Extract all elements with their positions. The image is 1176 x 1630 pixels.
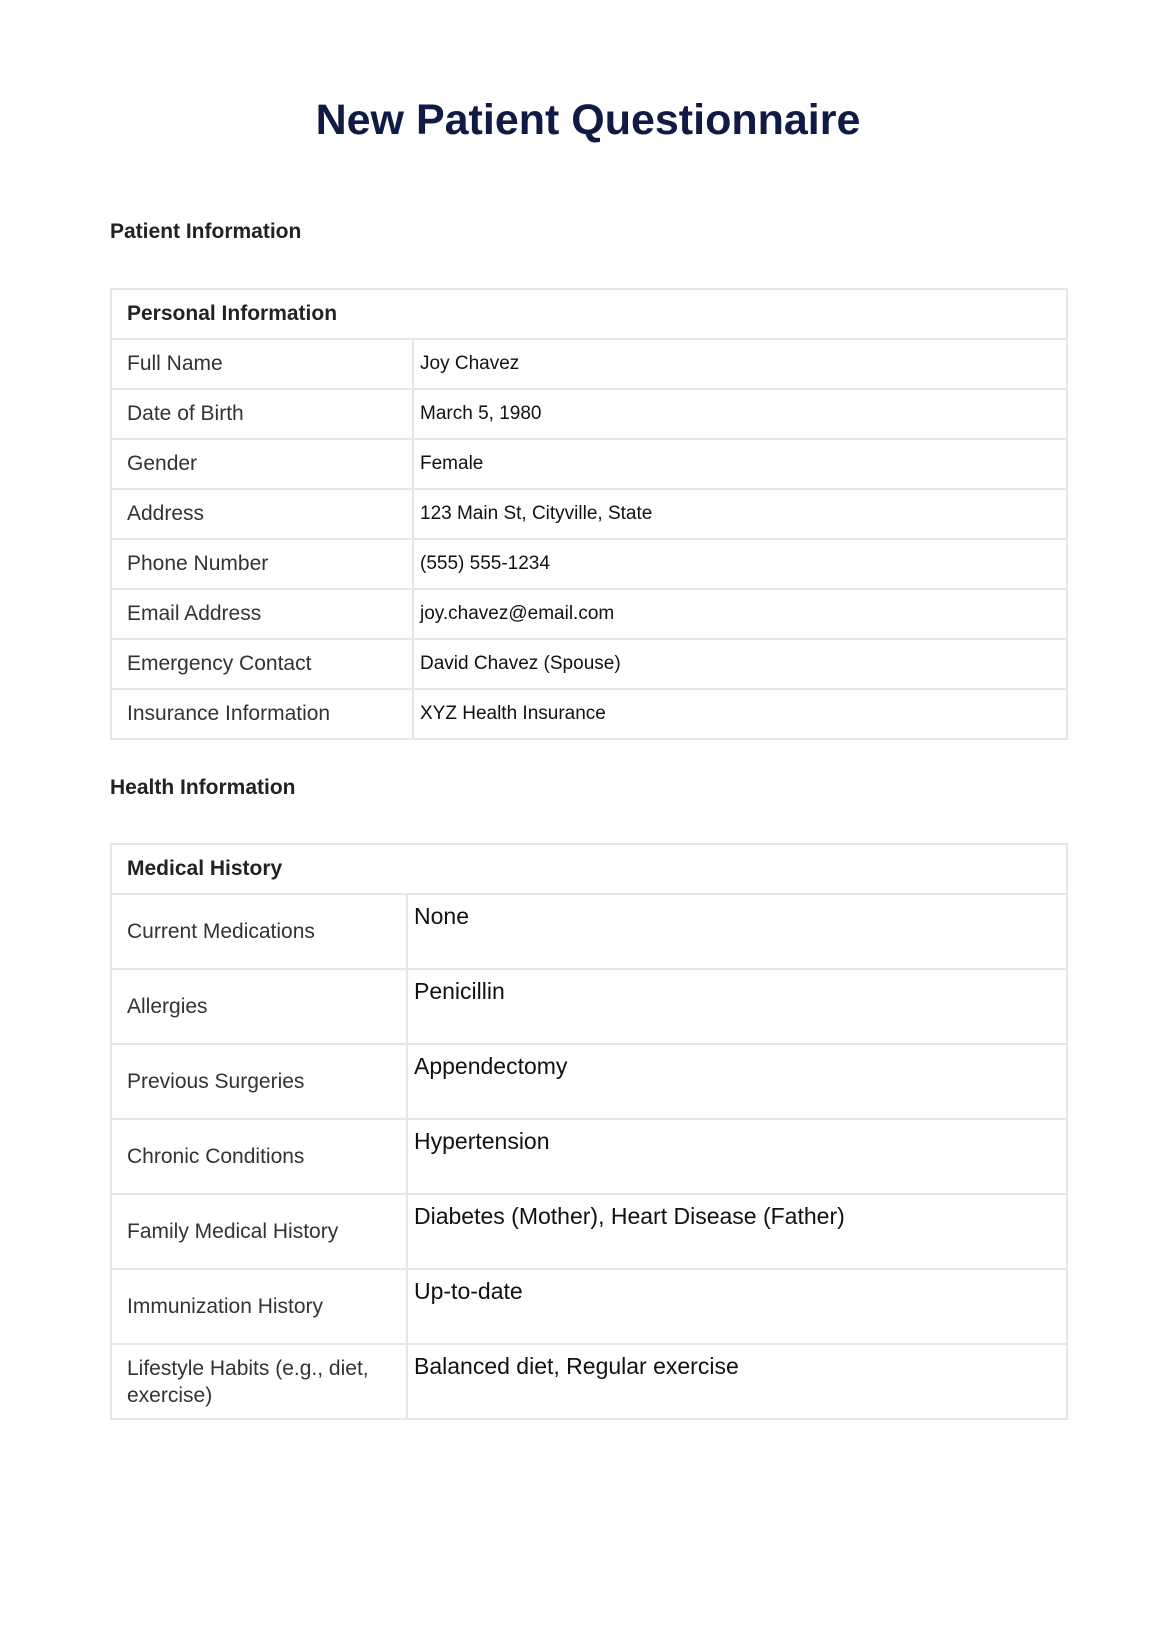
table-row bbox=[111, 1194, 1067, 1269]
lifestyle-habits-value: Balanced diet, Regular exercise bbox=[407, 1344, 1067, 1419]
gender-value: Female bbox=[413, 439, 1067, 489]
emergency-contact-value: David Chavez (Spouse) bbox=[413, 639, 1067, 689]
address-label: Address bbox=[111, 489, 413, 539]
health-information-heading: Health Information bbox=[110, 776, 296, 799]
table-row bbox=[111, 639, 1067, 689]
table-row bbox=[111, 539, 1067, 589]
immunization-history-value: Up-to-date bbox=[407, 1269, 1067, 1344]
table-header-row bbox=[111, 289, 1067, 339]
table-row bbox=[111, 489, 1067, 539]
gender-label: Gender bbox=[111, 439, 413, 489]
family-medical-history-value: Diabetes (Mother), Heart Disease (Father) bbox=[407, 1194, 1067, 1269]
table-row bbox=[111, 689, 1067, 739]
current-medications-value: None bbox=[407, 894, 1067, 969]
allergies-label: Allergies bbox=[111, 969, 407, 1044]
document-title: New Patient Questionnaire bbox=[315, 96, 861, 144]
immunization-history-label: Immunization History bbox=[111, 1269, 407, 1344]
previous-surgeries-value: Appendectomy bbox=[407, 1044, 1067, 1119]
allergies-value: Penicillin bbox=[407, 969, 1067, 1044]
date-of-birth-label: Date of Birth bbox=[111, 389, 413, 439]
lifestyle-habits-label: Lifestyle Habits (e.g., diet, exercise) bbox=[111, 1344, 407, 1419]
email-address-label: Email Address bbox=[111, 589, 413, 639]
table-row bbox=[111, 339, 1067, 389]
table-header-row bbox=[111, 844, 1067, 894]
table-row bbox=[111, 439, 1067, 489]
previous-surgeries-label: Previous Surgeries bbox=[111, 1044, 407, 1119]
table-row bbox=[111, 894, 1067, 969]
medical-history-table-title: Medical History bbox=[111, 844, 1067, 894]
phone-number-label: Phone Number bbox=[111, 539, 413, 589]
table-row bbox=[111, 1344, 1067, 1419]
full-name-label: Full Name bbox=[111, 339, 413, 389]
table-row bbox=[111, 969, 1067, 1044]
insurance-information-value: XYZ Health Insurance bbox=[413, 689, 1067, 739]
family-medical-history-label: Family Medical History bbox=[111, 1194, 407, 1269]
table-row bbox=[111, 1044, 1067, 1119]
emergency-contact-label: Emergency Contact bbox=[111, 639, 413, 689]
chronic-conditions-label: Chronic Conditions bbox=[111, 1119, 407, 1194]
chronic-conditions-value: Hypertension bbox=[407, 1119, 1067, 1194]
table-row bbox=[111, 389, 1067, 439]
personal-information-table bbox=[110, 288, 1068, 740]
current-medications-label: Current Medications bbox=[111, 894, 407, 969]
personal-information-table-title: Personal Information bbox=[111, 289, 1067, 339]
patient-information-heading: Patient Information bbox=[110, 220, 302, 243]
full-name-value: Joy Chavez bbox=[413, 339, 1067, 389]
phone-number-value: (555) 555-1234 bbox=[413, 539, 1067, 589]
table-row bbox=[111, 589, 1067, 639]
date-of-birth-value: March 5, 1980 bbox=[413, 389, 1067, 439]
insurance-information-label: Insurance Information bbox=[111, 689, 413, 739]
address-value: 123 Main St, Cityville, State bbox=[413, 489, 1067, 539]
medical-history-table bbox=[110, 843, 1068, 1420]
email-address-value: joy.chavez@email.com bbox=[413, 589, 1067, 639]
table-row bbox=[111, 1119, 1067, 1194]
table-row bbox=[111, 1269, 1067, 1344]
